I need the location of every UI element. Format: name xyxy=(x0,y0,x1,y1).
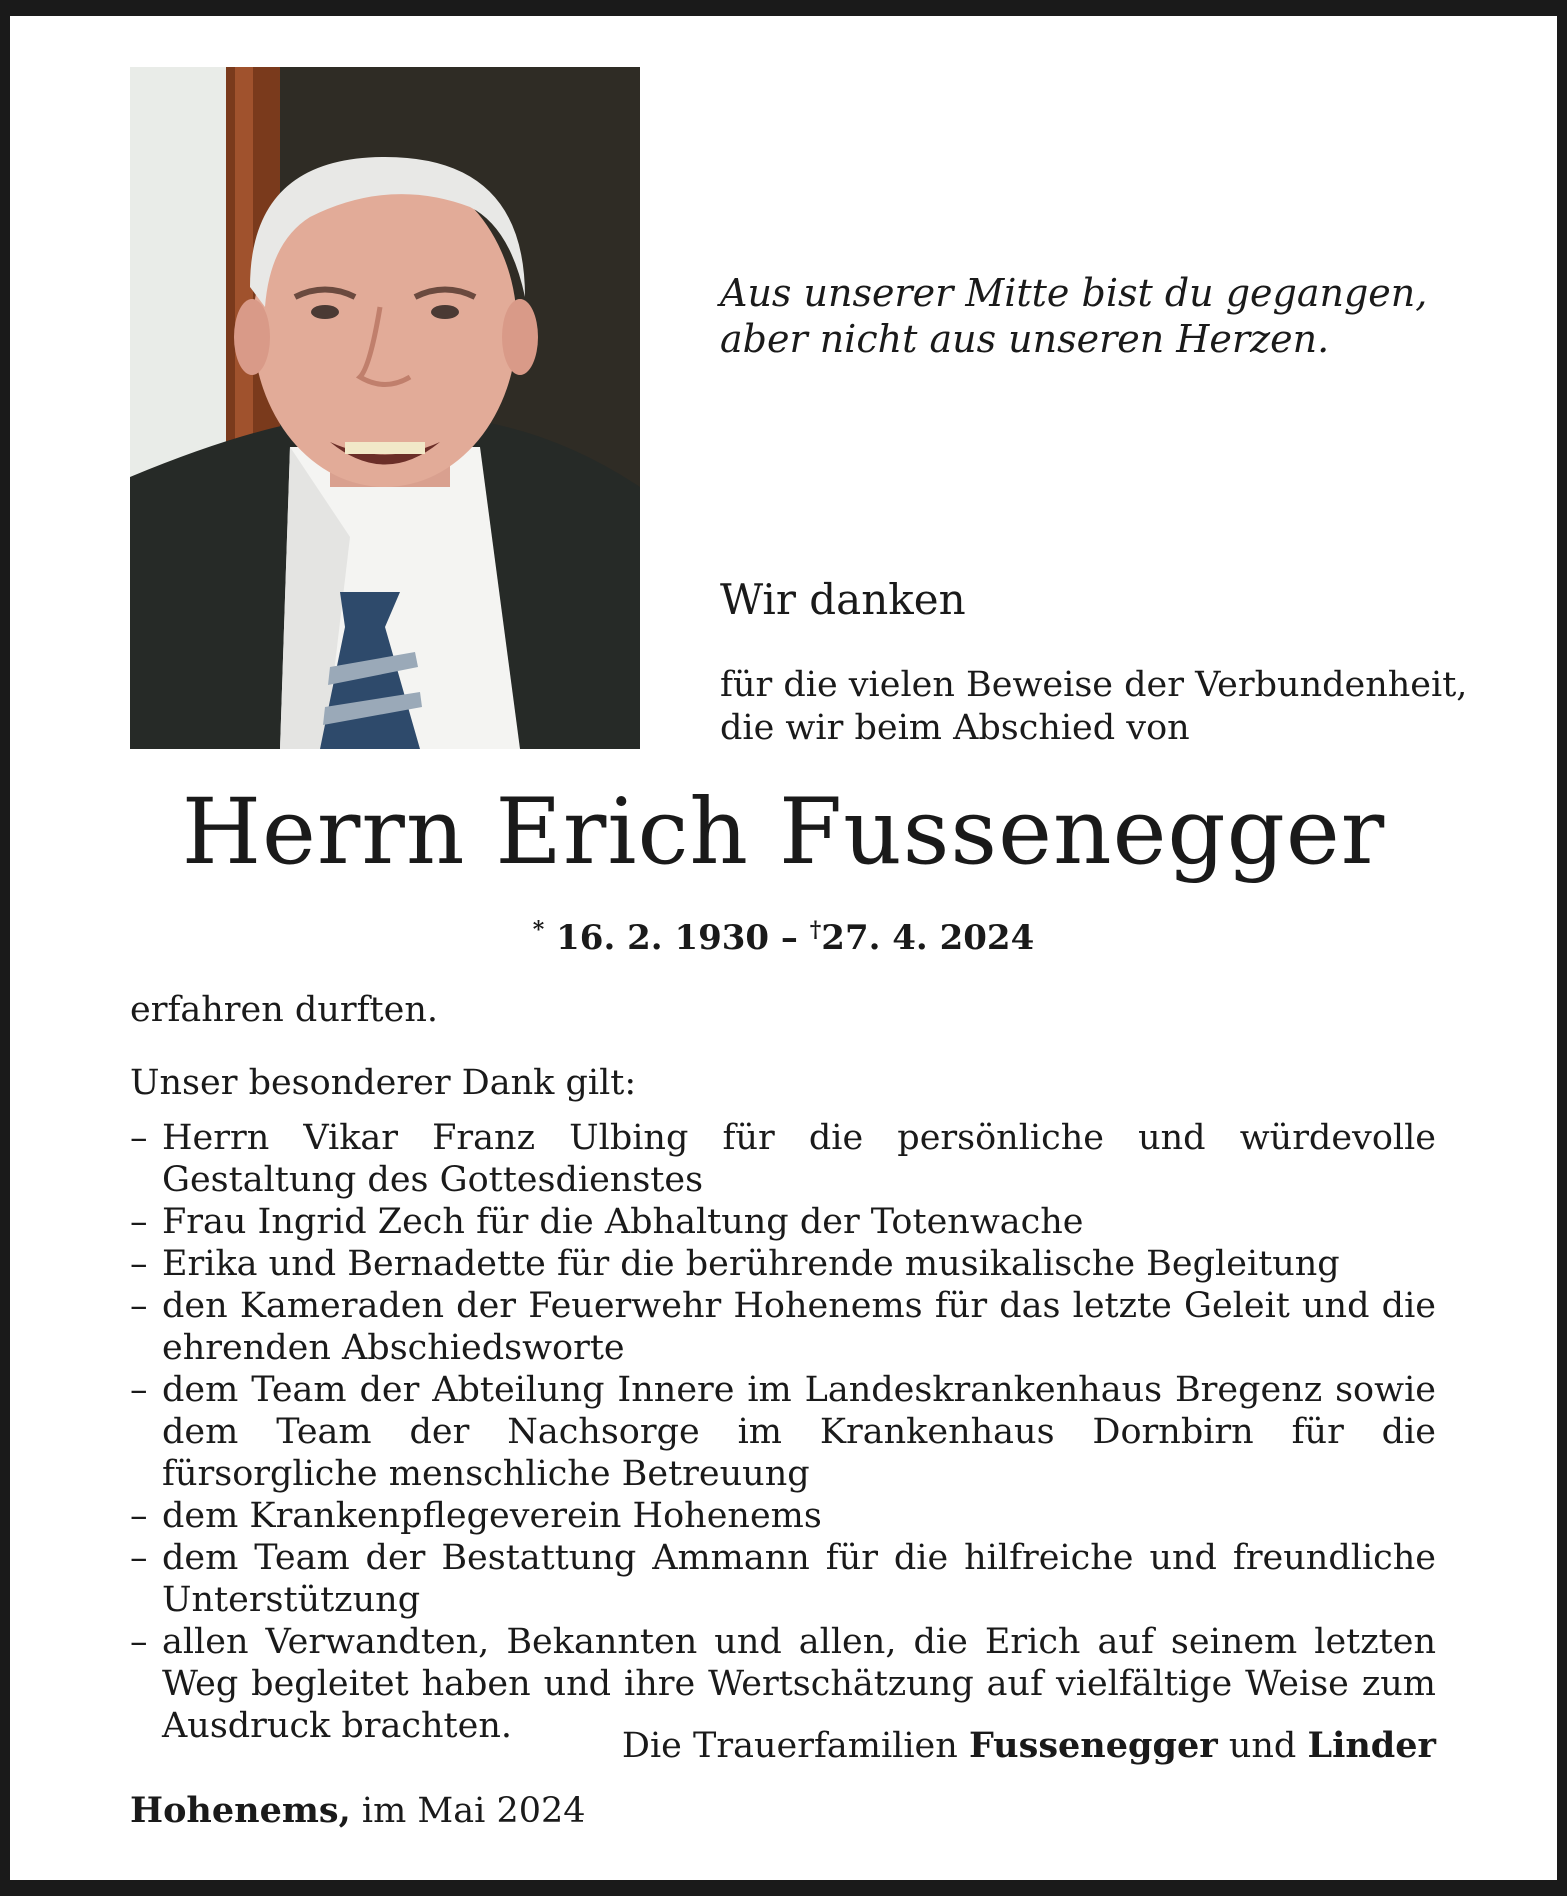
list-item xyxy=(130,1285,1436,1369)
closing-line: erfahren durften. xyxy=(130,990,438,1030)
death-date: 27. 4. 2024 xyxy=(821,918,1035,958)
place-date xyxy=(130,1790,586,1832)
place-date-text: im Mai 2024 xyxy=(361,1791,586,1831)
family-name: Fussenegger xyxy=(968,1725,1218,1766)
list-bullet: – xyxy=(130,1622,148,1662)
signature-conjunction: und xyxy=(1228,1726,1297,1766)
thanks-intro xyxy=(720,664,1467,750)
date-separator: – xyxy=(780,918,798,958)
death-symbol: † xyxy=(809,917,822,943)
list-item-text: den Kameraden der Feuerwehr Hohenems für das letzte Geleit und die ehrenden Abschiedsworte xyxy=(162,1286,1436,1368)
signature-prefix: Die Trauerfamilien xyxy=(621,1726,958,1766)
birth-symbol: * xyxy=(532,917,545,943)
birth-date: 16. 2. 1930 xyxy=(556,918,770,958)
place-town: Hohenems, xyxy=(130,1790,351,1831)
list-bullet: – xyxy=(130,1118,148,1158)
thanks-line: für die vielen Beweise der Verbundenheit, xyxy=(720,665,1468,705)
list-bullet: – xyxy=(130,1496,148,1536)
list-item-text: Erika und Bernadette für die berührende musikalische Begleitung xyxy=(162,1244,1340,1284)
list-item-text: dem Team der Abteilung Innere im Landeskrankenhaus Bregenz sowie dem Team der Nachsorge im Krankenhaus Dornbirn für die fürsorgliche menschliche Betreuung xyxy=(162,1370,1436,1494)
list-intro: Unser besonderer Dank gilt: xyxy=(130,1063,637,1103)
list-item-text: Frau Ingrid Zech für die Abhaltung der Totenwache xyxy=(162,1202,1084,1242)
list-item xyxy=(130,1117,1436,1201)
list-item xyxy=(130,1537,1436,1621)
list-bullet: – xyxy=(130,1286,148,1326)
memorial-quote xyxy=(720,270,1427,362)
list-bullet: – xyxy=(130,1370,148,1410)
list-item-text: Herrn Vikar Franz Ulbing für die persönliche und würdevolle Gestaltung des Gottesdienstes xyxy=(162,1118,1436,1200)
list-item-text: dem Krankenpflegeverein Hohenems xyxy=(162,1496,822,1536)
thanks-heading: Wir danken xyxy=(720,575,966,624)
thanks-list xyxy=(130,1117,1436,1747)
thanks-line: die wir beim Abschied von xyxy=(720,708,1190,748)
list-bullet: – xyxy=(130,1244,148,1284)
family-name: Linder xyxy=(1307,1725,1436,1766)
list-item-text: dem Team der Bestattung Ammann für die hilfreiche und freundliche Unterstützung xyxy=(162,1538,1436,1620)
list-item xyxy=(130,1201,1436,1243)
list-item xyxy=(130,1495,1436,1537)
list-bullet: – xyxy=(130,1538,148,1578)
family-signature xyxy=(622,1725,1436,1767)
list-item xyxy=(130,1243,1436,1285)
list-item-text: allen Verwandten, Bekannten und allen, die Erich auf seinem letzten Weg begleitet haben und ihre Wertschätzung auf vielfältige Weise zum Ausdruck brachten. xyxy=(162,1622,1436,1746)
portrait-photo xyxy=(130,67,640,749)
life-dates xyxy=(0,908,1567,960)
quote-line: aber nicht aus unseren Herzen. xyxy=(720,317,1330,361)
deceased-name: Herrn Erich Fussenegger xyxy=(181,780,1386,885)
quote-line: Aus unserer Mitte bist du gegangen, xyxy=(720,271,1428,315)
list-bullet: – xyxy=(130,1202,148,1242)
list-item xyxy=(130,1369,1436,1495)
